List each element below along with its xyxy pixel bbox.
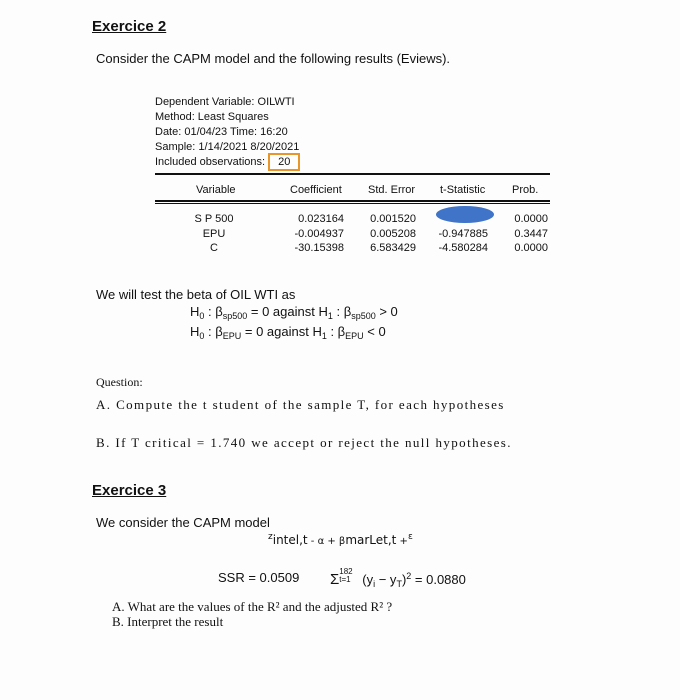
dependent-variable-line: Dependent Variable: OILWTI — [155, 96, 295, 108]
model-text: z — [268, 532, 273, 542]
hyp-sub: EPU — [222, 331, 242, 341]
header-variable: Variable — [196, 184, 236, 196]
sum-text: t=1 — [339, 575, 351, 584]
sample-line: Sample: 1/14/2021 8/20/2021 — [155, 141, 300, 153]
hyp-text: < 0 — [363, 324, 386, 339]
ssr-value: SSR = 0.0509 — [218, 570, 300, 585]
table-top-rule — [155, 173, 550, 175]
hyp-text: H — [190, 304, 200, 319]
sum-text: T — [396, 579, 402, 589]
question-a: A. Compute the t student of the sample T, for each hypotheses — [96, 397, 505, 412]
sum-text: (y — [362, 572, 374, 587]
table-cell: 0.023164 — [298, 213, 344, 225]
hyp-text: = 0 against H — [241, 324, 322, 339]
hyp-sub: 0 — [199, 311, 205, 321]
exercise-3-title: Exercice 3 — [92, 482, 167, 499]
observations-line — [155, 156, 300, 168]
table-cell: 0.001520 — [370, 213, 416, 225]
table-header-rule-2 — [155, 203, 550, 204]
table-cell: -0.004937 — [294, 227, 344, 240]
column-variable — [186, 212, 242, 256]
table-cell: -4.580284 — [438, 242, 488, 254]
header-std-error: Std. Error — [368, 184, 416, 196]
hyp-sub: sp500 — [222, 311, 248, 321]
hyp-text: H — [190, 324, 200, 339]
table-cell: 0.005208 — [370, 227, 416, 240]
model-text: - α + β — [307, 536, 346, 547]
hyp-sub: 0 — [199, 331, 205, 341]
table-cell: 0.0000 — [514, 213, 548, 225]
hyp-sub: 1 — [321, 331, 327, 341]
hyp-text: : β — [332, 304, 352, 319]
hyp-sub: EPU — [345, 331, 364, 341]
model-text: ε — [407, 532, 413, 542]
redaction-scribble — [436, 206, 494, 223]
table-cell: -30.15398 — [294, 242, 344, 254]
method-line: Method: Least Squares — [155, 111, 269, 123]
table-cell: -0.947885 — [438, 227, 488, 240]
sum-text: − y — [375, 572, 397, 587]
hyp-text: : β — [326, 324, 346, 339]
header-coefficient: Coefficient — [290, 184, 342, 196]
exercise-3-question-b: B. Interpret the result — [112, 614, 224, 629]
hyp-sub: 1 — [327, 311, 333, 321]
table-cell: 0.0000 — [514, 242, 548, 254]
hypothesis-epu — [190, 324, 386, 341]
column-coefficient — [282, 212, 344, 256]
model-text: intel,t — [272, 533, 308, 547]
sum-text: ) — [401, 572, 407, 587]
table-header-rule — [155, 200, 550, 202]
model-text: + — [396, 536, 408, 547]
header-t-statistic: t-Statistic — [440, 184, 486, 196]
hyp-text: : β — [204, 304, 223, 319]
header-prob: Prob. — [512, 184, 539, 196]
exercise-2-title: Exercice 2 — [92, 18, 167, 35]
sum-of-squares-expression — [330, 568, 466, 589]
observations-value: 20 — [268, 153, 300, 171]
observations-label: Included observations: — [155, 156, 266, 168]
sum-text: = 0.0880 — [411, 572, 466, 587]
exercise-3-intro: We consider the CAPM model — [96, 515, 270, 530]
hyp-sub: sp500 — [351, 311, 376, 321]
hyp-text: = 0 against H — [247, 304, 328, 319]
table-cell: 0.3447 — [514, 227, 548, 240]
exercise-3-question-a: A. What are the values of the R² and the adjusted R² ? — [112, 599, 393, 614]
hyp-text: > 0 — [375, 304, 398, 319]
sum-text: i — [373, 579, 376, 589]
table-cell: 6.583429 — [370, 242, 416, 254]
test-intro: We will test the beta of OIL WTI as — [96, 287, 296, 302]
sum-text: Σ — [330, 571, 340, 588]
capm-model-equation — [268, 532, 413, 547]
sum-text: 2 — [406, 571, 412, 581]
column-prob — [504, 212, 548, 256]
table-cell: C — [210, 242, 218, 254]
question-b: B. If T critical = 1.740 we accept or reject the null hypotheses. — [96, 435, 512, 450]
table-cell: S P 500 — [194, 213, 234, 225]
hyp-text: : β — [204, 324, 223, 339]
model-text: marLet,t — [345, 533, 397, 547]
question-label: Question: — [96, 375, 143, 389]
column-std-error — [360, 212, 416, 256]
hypothesis-sp500 — [190, 304, 398, 321]
sum-text: 182 — [339, 567, 353, 576]
date-line: Date: 01/04/23 Time: 16:20 — [155, 126, 288, 138]
table-cell: EPU — [202, 227, 226, 240]
exercise-2-intro: Consider the CAPM model and the following results (Eviews). — [96, 51, 451, 66]
